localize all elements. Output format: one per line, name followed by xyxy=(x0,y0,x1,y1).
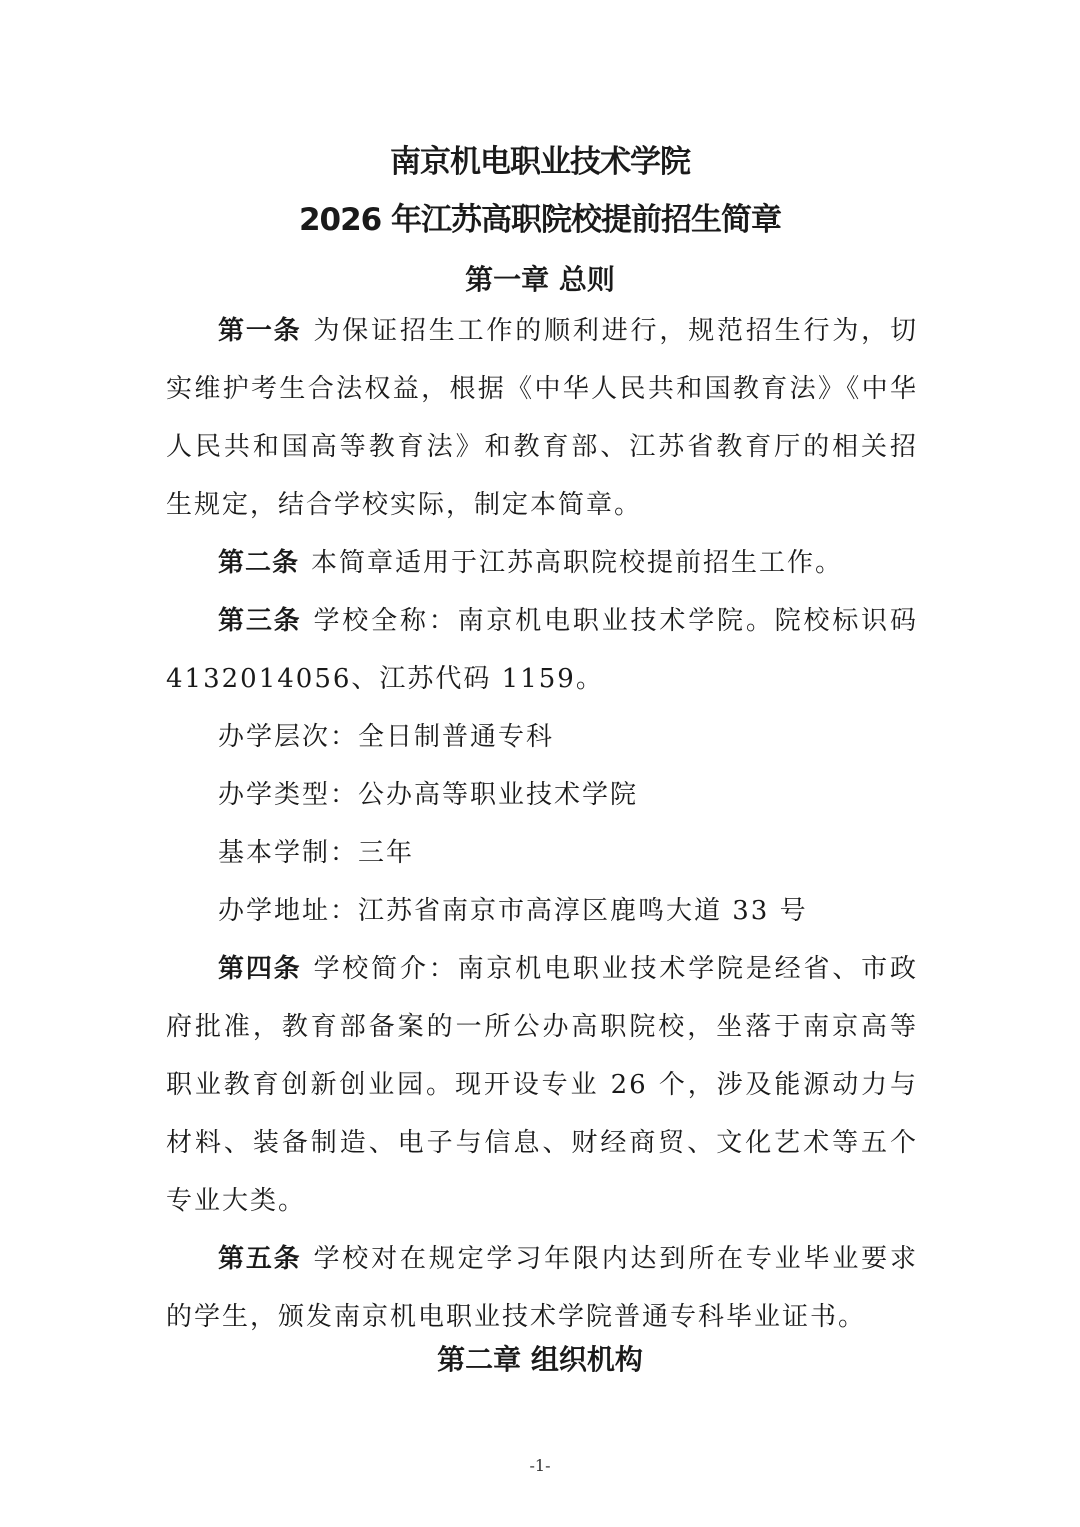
article-text: 学校简介：南京机电职业技术学院是经省、市政府批准，教育部备案的一所公办高职院校，坐落于南京高等职业教育创新创业园。现开设专业 26 个，涉及能源动力与材料、装备制造、电子与信息、财经商贸、文化艺术等五个专业大类。 xyxy=(166,954,918,1216)
article-2 xyxy=(166,534,918,592)
article-label: 第四条 xyxy=(218,954,302,984)
document-title-main: 2026 年江苏高职院校提前招生简章 xyxy=(298,202,782,238)
article-3 xyxy=(166,592,918,708)
article-text: 为保证招生工作的顺利进行，规范招生行为，切实维护考生合法权益，根据《中华人民共和国教育法》《中华人民共和国高等教育法》和教育部、江苏省教育厅的相关招生规定，结合学校实际，制定本简章。 xyxy=(166,316,918,520)
school-address: 办学地址：江苏省南京市高淳区鹿鸣大道 33 号 xyxy=(218,896,808,926)
document-body xyxy=(166,302,918,1346)
article-label: 第五条 xyxy=(218,1244,302,1274)
document-title-school: 南京机电职业技术学院 xyxy=(390,144,690,180)
article-label: 第一条 xyxy=(218,316,302,346)
article-text: 本简章适用于江苏高职院校提前招生工作。 xyxy=(311,548,844,578)
article-1 xyxy=(166,302,918,534)
article-text: 学校对在规定学习年限内达到所在专业毕业要求的学生，颁发南京机电职业技术学院普通专科毕业证书。 xyxy=(166,1244,918,1332)
page-number: -1- xyxy=(529,1456,551,1475)
school-duration: 基本学制：三年 xyxy=(218,838,415,868)
chapter-heading-general: 第一章 总则 xyxy=(465,263,615,296)
article-label: 第二条 xyxy=(218,548,300,578)
article-4 xyxy=(166,940,918,1230)
article-5 xyxy=(166,1230,918,1346)
article-label: 第三条 xyxy=(218,606,302,636)
school-level: 办学层次：全日制普通专科 xyxy=(218,722,555,752)
school-type: 办学类型：公办高等职业技术学院 xyxy=(218,780,639,810)
chapter-heading-organization: 第二章 组织机构 xyxy=(437,1343,643,1376)
article-text: 学校全称：南京机电职业技术学院。院校标识码 4132014056、江苏代码 1159。 xyxy=(166,606,918,694)
